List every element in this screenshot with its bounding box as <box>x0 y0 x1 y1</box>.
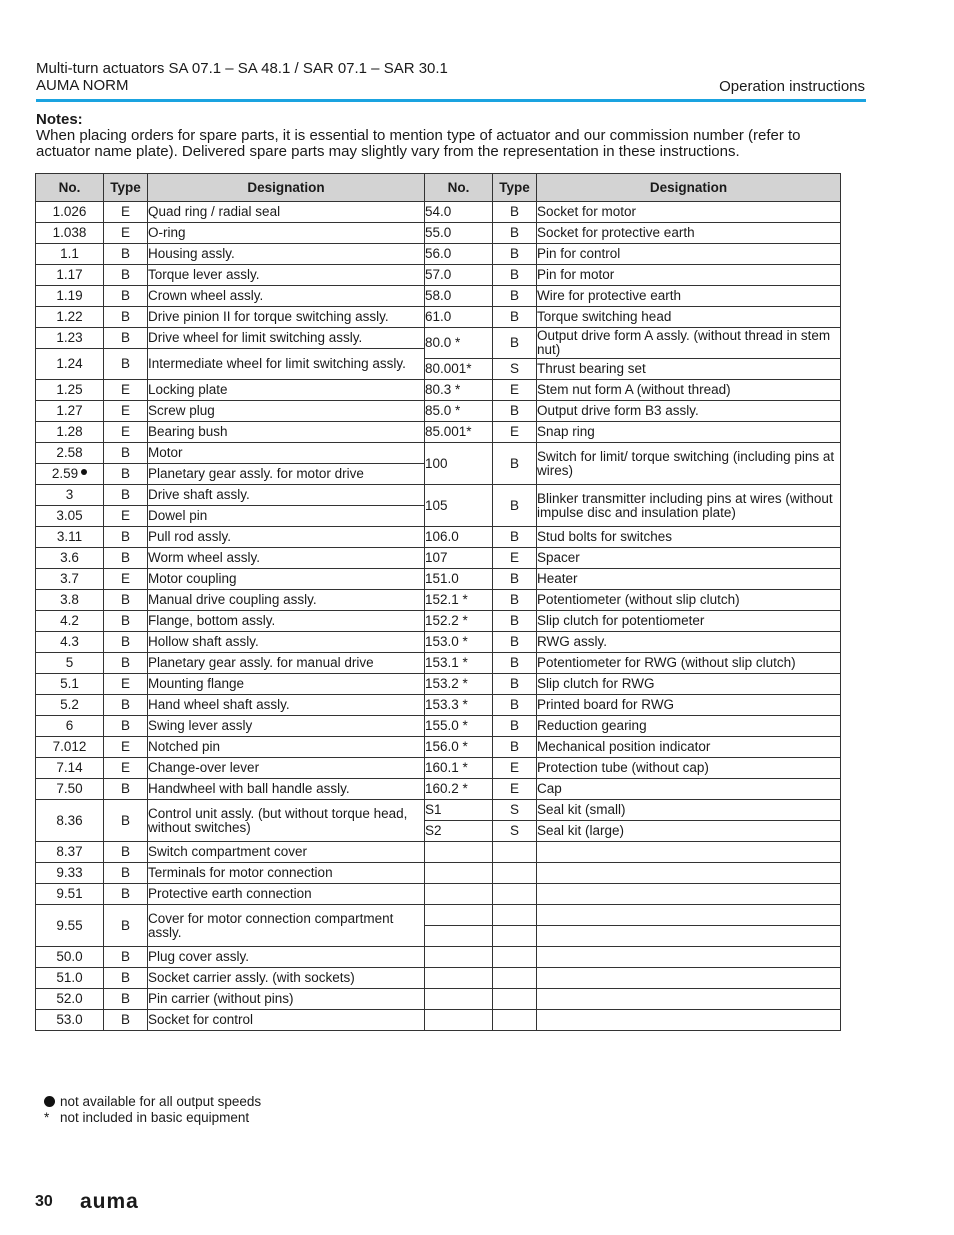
part-designation: Planetary gear assly. for manual drive <box>148 653 425 674</box>
empty-cell <box>537 884 841 905</box>
part-number: 1.24 <box>36 349 104 380</box>
part-type: B <box>104 716 148 737</box>
part-designation: Heater <box>537 569 841 590</box>
table-row <box>36 884 841 905</box>
part-designation: Hand wheel shaft assly. <box>148 695 425 716</box>
auma-logo: auma <box>80 1190 139 1213</box>
part-number: 8.36 <box>36 800 104 842</box>
part-type: B <box>104 328 148 349</box>
part-type: B <box>493 328 537 359</box>
part-number: 2.59 <box>51 466 79 481</box>
part-type: B <box>493 737 537 758</box>
part-type: B <box>493 286 537 307</box>
empty-cell <box>537 863 841 884</box>
bullet-icon <box>44 1096 55 1107</box>
part-type: B <box>104 947 148 968</box>
column-header-no: No. <box>425 174 493 202</box>
empty-cell <box>537 989 841 1010</box>
part-designation: Manual drive coupling assly. <box>148 590 425 611</box>
table-row <box>36 485 841 506</box>
part-number: 7.012 <box>36 737 104 758</box>
table-row <box>36 548 841 569</box>
part-designation: Snap ring <box>537 422 841 443</box>
table-row <box>36 307 841 328</box>
part-type: B <box>104 863 148 884</box>
part-number: 5.1 <box>36 674 104 695</box>
part-designation: Screw plug <box>148 401 425 422</box>
page-number: 30 <box>35 1193 53 1210</box>
spare-parts-table <box>35 173 841 1031</box>
part-type: B <box>104 485 148 506</box>
part-number: 151.0 <box>425 569 493 590</box>
part-number: 3.6 <box>36 548 104 569</box>
part-designation: Plug cover assly. <box>148 947 425 968</box>
part-type: B <box>104 244 148 265</box>
part-number: 1.17 <box>36 265 104 286</box>
part-designation: Potentiometer (without slip clutch) <box>537 590 841 611</box>
part-number: 4.3 <box>36 632 104 653</box>
part-number: 50.0 <box>36 947 104 968</box>
table-row <box>36 1010 841 1031</box>
part-designation: Spacer <box>537 548 841 569</box>
part-number: 61.0 <box>425 307 493 328</box>
part-number: 1.22 <box>36 307 104 328</box>
part-type: S <box>493 800 537 821</box>
part-designation: Switch compartment cover <box>148 842 425 863</box>
part-number: 55.0 <box>425 223 493 244</box>
part-designation: Control unit assly. (but without torque head, without switches) <box>148 800 425 842</box>
part-number: 105 <box>425 485 493 527</box>
empty-cell <box>493 863 537 884</box>
part-designation: Terminals for motor connection <box>148 863 425 884</box>
empty-cell <box>493 926 537 947</box>
part-type: B <box>104 884 148 905</box>
part-number: 3 <box>36 485 104 506</box>
part-type: B <box>104 265 148 286</box>
part-number: 153.0 * <box>425 632 493 653</box>
part-type: E <box>104 737 148 758</box>
part-number: 153.2 * <box>425 674 493 695</box>
empty-cell <box>537 968 841 989</box>
part-number: 3.7 <box>36 569 104 590</box>
part-designation: Change-over lever <box>148 758 425 779</box>
table-row <box>36 695 841 716</box>
part-type: E <box>493 548 537 569</box>
part-number: 152.1 * <box>425 590 493 611</box>
header-rule <box>36 99 866 102</box>
empty-cell <box>537 905 841 926</box>
part-designation: Intermediate wheel for limit switching assly. <box>148 349 425 380</box>
table-row <box>36 653 841 674</box>
table-row <box>36 632 841 653</box>
part-designation: Motor <box>148 443 425 464</box>
part-type: B <box>493 244 537 265</box>
part-number: 1.19 <box>36 286 104 307</box>
part-designation: Stem nut form A (without thread) <box>537 380 841 401</box>
part-type: B <box>104 611 148 632</box>
table-row <box>36 737 841 758</box>
part-type: B <box>104 443 148 464</box>
empty-cell <box>425 947 493 968</box>
empty-cell <box>493 1010 537 1031</box>
empty-cell <box>493 968 537 989</box>
empty-cell <box>493 905 537 926</box>
column-header-designation: Designation <box>148 174 425 202</box>
part-designation: Pull rod assly. <box>148 527 425 548</box>
part-number: S2 <box>425 821 493 842</box>
table-row <box>36 611 841 632</box>
part-type: B <box>104 653 148 674</box>
part-designation: Protection tube (without cap) <box>537 758 841 779</box>
part-number-cell <box>36 464 104 485</box>
part-designation: Worm wheel assly. <box>148 548 425 569</box>
part-type: E <box>104 569 148 590</box>
part-designation: Reduction gearing <box>537 716 841 737</box>
part-type: E <box>104 380 148 401</box>
document-title: Multi-turn actuators SA 07.1 – SA 48.1 / SAR 07.1 – SAR 30.1 <box>36 60 448 77</box>
table-row <box>36 758 841 779</box>
column-header-type: Type <box>104 174 148 202</box>
notes-title: Notes: <box>36 111 83 128</box>
part-type: B <box>493 590 537 611</box>
part-type: B <box>104 968 148 989</box>
part-number: 1.23 <box>36 328 104 349</box>
part-number: 1.27 <box>36 401 104 422</box>
part-designation: Slip clutch for potentiometer <box>537 611 841 632</box>
part-type: B <box>493 401 537 422</box>
table-row <box>36 842 841 863</box>
part-designation: Drive wheel for limit switching assly. <box>148 328 425 349</box>
part-designation: Torque switching head <box>537 307 841 328</box>
part-number: 2.58 <box>36 443 104 464</box>
part-type: B <box>493 695 537 716</box>
empty-cell <box>425 926 493 947</box>
part-type: B <box>104 905 148 947</box>
part-type: B <box>104 842 148 863</box>
part-number: 57.0 <box>425 265 493 286</box>
part-designation: Seal kit (small) <box>537 800 841 821</box>
part-designation: Dowel pin <box>148 506 425 527</box>
part-type: B <box>104 307 148 328</box>
part-number: 3.8 <box>36 590 104 611</box>
part-number: 80.3 * <box>425 380 493 401</box>
part-number: 52.0 <box>36 989 104 1010</box>
empty-cell <box>537 947 841 968</box>
part-type: B <box>493 674 537 695</box>
part-designation: Socket for control <box>148 1010 425 1031</box>
part-designation: O-ring <box>148 223 425 244</box>
empty-cell <box>425 968 493 989</box>
part-type: B <box>104 632 148 653</box>
part-number: 9.33 <box>36 863 104 884</box>
part-number: 153.3 * <box>425 695 493 716</box>
empty-cell <box>425 884 493 905</box>
part-designation: Torque lever assly. <box>148 265 425 286</box>
part-type: B <box>493 202 537 223</box>
part-number: 9.55 <box>36 905 104 947</box>
document-type: Operation instructions <box>719 78 865 95</box>
table-row <box>36 779 841 800</box>
table-row <box>36 443 841 464</box>
part-number: 5 <box>36 653 104 674</box>
part-designation: Stud bolts for switches <box>537 527 841 548</box>
footnote-star-text: not included in basic equipment <box>60 1110 250 1125</box>
empty-cell <box>425 989 493 1010</box>
part-designation: Potentiometer for RWG (without slip clutch) <box>537 653 841 674</box>
part-designation: Crown wheel assly. <box>148 286 425 307</box>
part-type: B <box>104 527 148 548</box>
part-type: E <box>493 758 537 779</box>
part-number: 107 <box>425 548 493 569</box>
part-number: 1.038 <box>36 223 104 244</box>
table-row <box>36 265 841 286</box>
part-designation: Drive shaft assly. <box>148 485 425 506</box>
part-type: B <box>493 716 537 737</box>
part-number: 156.0 * <box>425 737 493 758</box>
part-number: 1.1 <box>36 244 104 265</box>
part-type: S <box>493 821 537 842</box>
part-number: 1.25 <box>36 380 104 401</box>
empty-cell <box>425 863 493 884</box>
part-type: B <box>104 349 148 380</box>
part-designation: Pin carrier (without pins) <box>148 989 425 1010</box>
part-number: 7.50 <box>36 779 104 800</box>
part-number: 152.2 * <box>425 611 493 632</box>
part-designation: Thrust bearing set <box>537 359 841 380</box>
part-type: B <box>104 989 148 1010</box>
part-number: 3.11 <box>36 527 104 548</box>
part-number: 5.2 <box>36 695 104 716</box>
part-number: 160.2 * <box>425 779 493 800</box>
asterisk-symbol: * <box>44 1110 50 1125</box>
part-designation: Cap <box>537 779 841 800</box>
part-type: B <box>493 527 537 548</box>
document-subtitle: AUMA NORM <box>36 77 129 94</box>
part-designation: Hollow shaft assly. <box>148 632 425 653</box>
document-header <box>36 60 448 94</box>
part-designation: Printed board for RWG <box>537 695 841 716</box>
empty-cell <box>425 842 493 863</box>
column-header-type: Type <box>493 174 537 202</box>
part-type: B <box>104 464 148 485</box>
column-header-no: No. <box>36 174 104 202</box>
table-row <box>36 989 841 1010</box>
part-designation: Locking plate <box>148 380 425 401</box>
table-row <box>36 590 841 611</box>
part-designation: Socket for protective earth <box>537 223 841 244</box>
table-row <box>36 674 841 695</box>
part-type: E <box>493 422 537 443</box>
part-type: B <box>493 485 537 527</box>
part-designation: Notched pin <box>148 737 425 758</box>
notes-text: When placing orders for spare parts, it is essential to mention type of actuator and our commission number (refer to actuator name plate). Delivered spare parts may slightly vary from the representation in these instructions. <box>36 127 801 160</box>
part-type: E <box>104 758 148 779</box>
table-row <box>36 401 841 422</box>
part-type: E <box>104 422 148 443</box>
table-row <box>36 905 841 926</box>
part-number: 53.0 <box>36 1010 104 1031</box>
part-designation: Handwheel with ball handle assly. <box>148 779 425 800</box>
table-row <box>36 569 841 590</box>
empty-cell <box>537 842 841 863</box>
part-type: E <box>104 674 148 695</box>
footnote-dot-text: not available for all output speeds <box>60 1094 262 1109</box>
part-type: B <box>104 590 148 611</box>
part-number: 106.0 <box>425 527 493 548</box>
notes-section <box>36 112 856 160</box>
part-number: 4.2 <box>36 611 104 632</box>
part-type: B <box>104 1010 148 1031</box>
part-designation: Mechanical position indicator <box>537 737 841 758</box>
part-designation: Motor coupling <box>148 569 425 590</box>
part-number: 160.1 * <box>425 758 493 779</box>
part-designation: Protective earth connection <box>148 884 425 905</box>
part-type: B <box>493 611 537 632</box>
empty-cell <box>537 926 841 947</box>
part-designation: Socket carrier assly. (with sockets) <box>148 968 425 989</box>
part-type: E <box>104 202 148 223</box>
empty-cell <box>493 947 537 968</box>
table-row <box>36 863 841 884</box>
part-type: E <box>104 223 148 244</box>
part-designation: Housing assly. <box>148 244 425 265</box>
part-number: 56.0 <box>425 244 493 265</box>
part-type: B <box>493 569 537 590</box>
part-designation: Swing lever assly <box>148 716 425 737</box>
part-type: E <box>104 506 148 527</box>
part-designation: Pin for control <box>537 244 841 265</box>
part-number: 155.0 * <box>425 716 493 737</box>
part-type: S <box>493 359 537 380</box>
part-designation: Bearing bush <box>148 422 425 443</box>
part-designation: Switch for limit/ torque switching (including pins at wires) <box>537 443 841 485</box>
part-type: E <box>104 401 148 422</box>
table-row <box>36 223 841 244</box>
part-number: 85.001* <box>425 422 493 443</box>
part-number: 51.0 <box>36 968 104 989</box>
part-designation: Cover for motor connection compartment assly. <box>148 905 425 947</box>
part-number: 54.0 <box>425 202 493 223</box>
table-row <box>36 800 841 821</box>
part-type: B <box>104 800 148 842</box>
part-number: S1 <box>425 800 493 821</box>
part-number: 9.51 <box>36 884 104 905</box>
table-row <box>36 244 841 265</box>
part-number: 153.1 * <box>425 653 493 674</box>
part-type: B <box>493 223 537 244</box>
part-type: B <box>104 695 148 716</box>
part-designation: Wire for protective earth <box>537 286 841 307</box>
part-designation: Slip clutch for RWG <box>537 674 841 695</box>
footnote-star <box>44 1110 249 1126</box>
table-row <box>36 422 841 443</box>
empty-cell <box>493 884 537 905</box>
part-number: 3.05 <box>36 506 104 527</box>
part-designation: Flange, bottom assly. <box>148 611 425 632</box>
part-designation: RWG assly. <box>537 632 841 653</box>
part-designation: Seal kit (large) <box>537 821 841 842</box>
part-number: 6 <box>36 716 104 737</box>
table-row <box>36 286 841 307</box>
table-row <box>36 968 841 989</box>
part-number: 100 <box>425 443 493 485</box>
table-row <box>36 202 841 223</box>
part-designation: Planetary gear assly. for motor drive <box>148 464 425 485</box>
part-designation: Blinker transmitter including pins at wires (without impulse disc and insulation plate) <box>537 485 841 527</box>
part-designation: Mounting flange <box>148 674 425 695</box>
part-number: 1.28 <box>36 422 104 443</box>
part-designation: Socket for motor <box>537 202 841 223</box>
table-row <box>36 527 841 548</box>
part-type: B <box>493 632 537 653</box>
empty-cell <box>425 905 493 926</box>
part-number: 80.001* <box>425 359 493 380</box>
part-type: B <box>493 307 537 328</box>
part-number: 1.026 <box>36 202 104 223</box>
part-type: E <box>493 380 537 401</box>
column-header-designation: Designation <box>537 174 841 202</box>
footnote-dot <box>44 1094 261 1110</box>
table-row <box>36 380 841 401</box>
part-type: B <box>104 548 148 569</box>
part-type: B <box>104 779 148 800</box>
part-type: B <box>104 286 148 307</box>
part-number: 85.0 * <box>425 401 493 422</box>
part-designation: Pin for motor <box>537 265 841 286</box>
part-type: B <box>493 265 537 286</box>
table-row <box>36 947 841 968</box>
empty-cell <box>493 989 537 1010</box>
empty-cell <box>493 842 537 863</box>
part-designation: Drive pinion II for torque switching assly. <box>148 307 425 328</box>
part-number: 58.0 <box>425 286 493 307</box>
part-number: 80.0 * <box>425 328 493 359</box>
part-type: B <box>493 443 537 485</box>
part-type: E <box>493 779 537 800</box>
table-row <box>36 716 841 737</box>
part-designation: Quad ring / radial seal <box>148 202 425 223</box>
empty-cell <box>537 1010 841 1031</box>
part-designation: Output drive form A assly. (without thread in stem nut) <box>537 328 841 359</box>
table-header-row <box>36 174 841 202</box>
empty-cell <box>425 1010 493 1031</box>
part-number: 7.14 <box>36 758 104 779</box>
bullet-icon <box>81 469 87 475</box>
part-number: 8.37 <box>36 842 104 863</box>
table-row <box>36 328 841 349</box>
part-designation: Output drive form B3 assly. <box>537 401 841 422</box>
part-type: B <box>493 653 537 674</box>
